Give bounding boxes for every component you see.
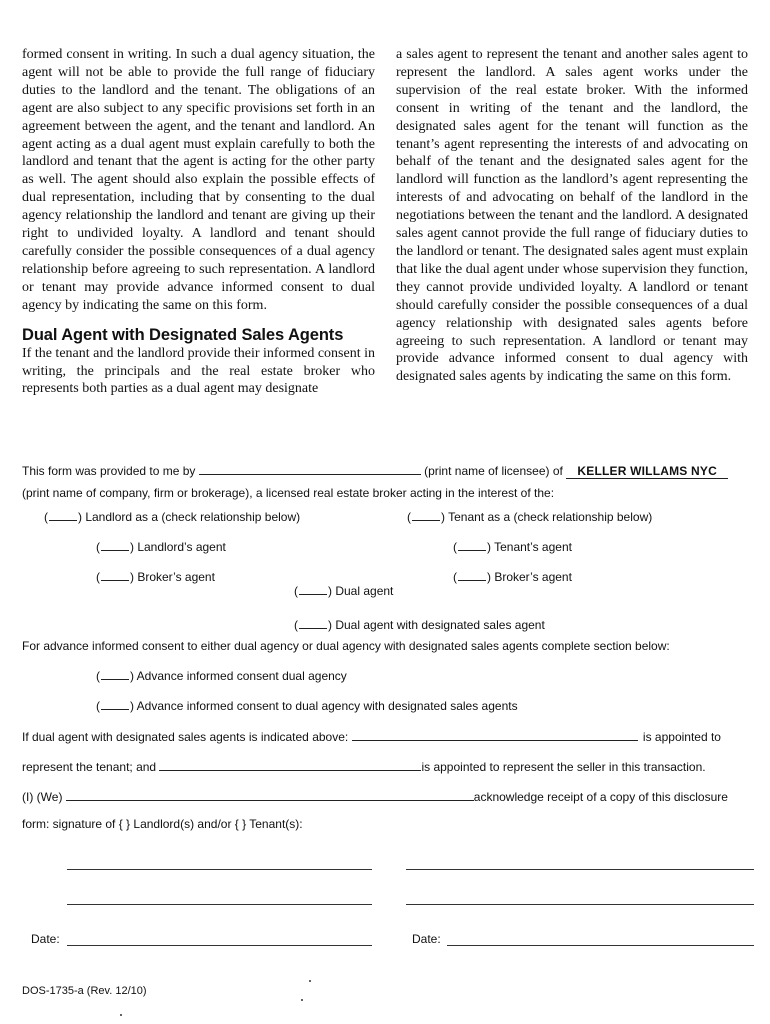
dual-agent-option: ( ) Dual agent — [294, 584, 394, 598]
landlord-checkbox[interactable] — [49, 509, 77, 521]
date-right-row — [412, 932, 441, 946]
dual-agent-checkbox[interactable] — [299, 583, 327, 595]
advance-consent-dual-option: ( ) Advance informed consent dual agency — [96, 669, 347, 683]
designated-agents-continued-paragraph: a sales agent to represent the tenant and another sales agent to represent the landlord. A sales agent works under the supervision of the real estate broker. With the informed consent in writing of the tenant and the landlord, the designated sales agent for the tenant will function as the tenant’s agent representing the interests of and advocating on behalf of the tenant and the designated sales agent for the landlord will function as the landlord’s agent representing the interests of and advocating on behalf of the landlord in the negotiations between the tenant and the landlord. A designated sales agent cannot provide the full range of fiduciary duties to the landlord or tenant. The designated sales agent must explain that like the dual agent under whose supervision they function, they cannot provide undivided loyalty. A landlord or tenant should carefully consider the possible consequences of a dual agency relationship with designated sales agents before agreeing to such representation. A landlord or tenant may provide advance informed consent to dual agency with designated sales agents by indicating the same on this form. — [396, 47, 748, 385]
stray-mark — [301, 999, 303, 1001]
form-id: DOS-1735-a (Rev. 12/10) — [22, 985, 147, 997]
brokers-agent-left-checkbox[interactable] — [101, 569, 129, 581]
provided-by-row — [22, 462, 728, 479]
dual-agent-designated-option: ( ) Dual agent with designated sales agent — [294, 618, 545, 632]
signature-line-right-1[interactable] — [406, 868, 754, 870]
tenants-agent-checkbox[interactable] — [458, 539, 486, 551]
brokers-agent-right-option: ( ) Broker’s agent — [453, 570, 572, 584]
advance-consent-designated-checkbox[interactable] — [101, 698, 129, 710]
acknowledge-row: (I) (We) acknowledge receipt of a copy of this disclosure — [22, 790, 728, 804]
provided-by-label: This form was provided to me by — [22, 464, 196, 478]
landlord-option: ( ) Landlord as a (check relationship below) — [44, 510, 301, 524]
signature-line-left-2[interactable] — [67, 903, 372, 905]
landlords-agent-checkbox[interactable] — [101, 539, 129, 551]
date-left-row — [31, 932, 60, 946]
represent-tenant-row: represent the tenant; and is appointed to represent the seller in this transaction. — [22, 760, 706, 774]
landlords-agent-option: ( ) Landlord’s agent — [96, 540, 226, 554]
landlord-option-label: ) Landlord as a (check relationship below) — [78, 510, 301, 524]
section-heading: Dual Agent with Designated Sales Agents — [22, 325, 344, 344]
signature-line-left-1[interactable] — [67, 868, 372, 870]
date-label-right: Date: — [412, 932, 441, 946]
signature-label: form: signature of { } Landlord(s) and/or { } Tenant(s): — [22, 817, 303, 831]
advance-consent-dual-checkbox[interactable] — [101, 668, 129, 680]
brokers-agent-right-checkbox[interactable] — [458, 569, 486, 581]
date-field-left[interactable] — [67, 944, 372, 946]
tenant-option-label: ) Tenant as a (check relationship below) — [441, 510, 653, 524]
tenant-checkbox[interactable] — [412, 509, 440, 521]
company-name-field[interactable]: KELLER WILLAMS NYC — [566, 464, 728, 479]
dual-agent-designated-checkbox[interactable] — [299, 617, 327, 629]
brokers-agent-left-option: ( ) Broker’s agent — [96, 570, 215, 584]
tenant-agent-name-field[interactable] — [352, 728, 638, 741]
advance-consent-intro: For advance informed consent to either dual agency or dual agency with designated sales agents complete section below: — [22, 639, 670, 653]
designated-agents-paragraph: If the tenant and the landlord provide their informed consent in writing, the principals and the real estate broker who represents both parties as a dual agent may designate — [22, 345, 376, 397]
date-field-right[interactable] — [447, 944, 754, 946]
signature-line-right-2[interactable] — [406, 903, 754, 905]
print-name-licensee-label: (print name of licensee) of — [424, 464, 563, 478]
seller-agent-name-field[interactable] — [159, 758, 421, 771]
company-description: (print name of company, firm or brokerage), a licensed real estate broker acting in the interest of the: — [22, 486, 555, 500]
stray-mark — [120, 1014, 122, 1016]
tenant-option: ( ) Tenant as a (check relationship below) — [407, 510, 653, 524]
date-label-left: Date: — [31, 932, 60, 946]
licensee-name-field[interactable] — [199, 462, 421, 475]
advance-consent-designated-option: ( ) Advance informed consent to dual agency with designated sales agents — [96, 699, 518, 713]
tenants-agent-option: ( ) Tenant’s agent — [453, 540, 572, 554]
dual-agency-paragraph: formed consent in writing. In such a dual agency situation, the agent will not be able to provide the full range of fiduciary duties to the landlord and the tenant. The obligations of an agent are also subject to any specific provisions set forth in an agreement between the agent, and the tenant and landlord. An agent acting as a dual agent must explain carefully to both the landlord and tenant that the agent is acting for the other party as well. The agent should also explain the possible effects of dual representation, including that by consenting to the dual agency relationship the landlord and tenant are giving up their right to undivided loyalty. A landlord and tenant should carefully consider the possible consequences of a dual agency relationship before agreeing to such representation. A landlord or tenant may provide advance informed consent to dual agency by indicating the same on this form. — [22, 47, 375, 313]
acknowledging-party-field[interactable] — [66, 788, 474, 801]
stray-mark — [309, 980, 311, 982]
designated-agent-row: If dual agent with designated sales agents is indicated above: is appointed to — [22, 730, 721, 744]
